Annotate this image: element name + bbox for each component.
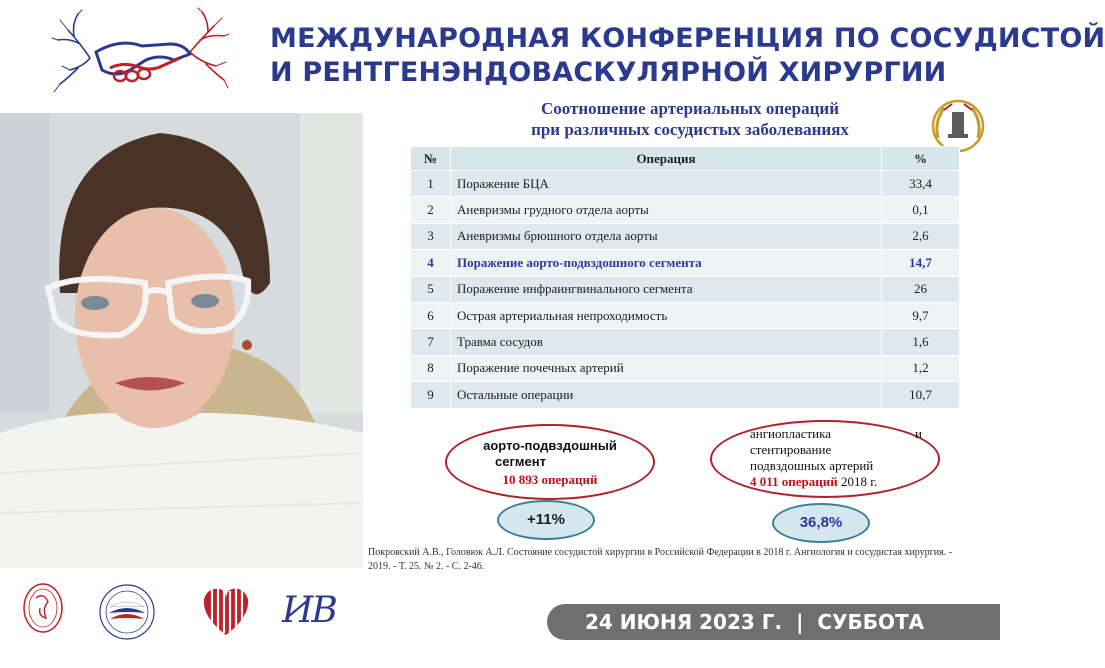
row-percent: 9,7 xyxy=(882,302,960,328)
callout-line1-word: ангиопластика xyxy=(750,426,832,441)
table-row xyxy=(411,197,960,223)
vascular-heart-logo xyxy=(198,583,254,639)
row-percent: 1,2 xyxy=(882,355,960,381)
conference-title xyxy=(270,22,1105,90)
table-row xyxy=(411,171,960,197)
header-percent: % xyxy=(882,147,960,171)
row-num: 5 xyxy=(411,276,451,302)
row-percent: 2,6 xyxy=(882,223,960,249)
society-seal-logo xyxy=(22,582,64,634)
row-num: 4 xyxy=(411,250,451,276)
callout-line1: аорто-подвздошный xyxy=(483,438,617,453)
date-separator: | xyxy=(796,610,804,634)
table-row xyxy=(411,302,960,328)
row-num: 1 xyxy=(411,171,451,197)
callout-line1 xyxy=(750,426,922,442)
speaker-video-feed xyxy=(0,113,363,568)
row-operation: Острая артериальная непроходимость xyxy=(451,302,882,328)
row-operation: Поражение БЦА xyxy=(451,171,882,197)
table-row xyxy=(411,355,960,381)
table-row-highlighted xyxy=(411,250,960,276)
growth-percent-badge: +11% xyxy=(497,500,595,540)
row-percent: 1,6 xyxy=(882,329,960,355)
row-operation: Аневризмы грудного отдела аорты xyxy=(451,197,882,223)
header-num: № xyxy=(411,147,451,171)
aorto-iliac-callout xyxy=(445,424,655,500)
row-percent: 26 xyxy=(882,276,960,302)
row-percent: 14,7 xyxy=(882,250,960,276)
row-num: 2 xyxy=(411,197,451,223)
callout-line2: сегмент xyxy=(495,454,546,469)
table-row xyxy=(411,329,960,355)
conference-title-line1: МЕЖДУНАРОДНАЯ КОНФЕРЕНЦИЯ ПО СОСУДИСТОЙ xyxy=(270,23,1105,54)
ivb-logo: ИВ xyxy=(282,590,336,631)
row-percent: 33,4 xyxy=(882,171,960,197)
row-num: 7 xyxy=(411,329,451,355)
callout-line1-conj: и xyxy=(915,426,922,441)
row-percent: 10,7 xyxy=(882,382,960,408)
row-operation: Поражение почечных артерий xyxy=(451,355,882,381)
row-num: 6 xyxy=(411,302,451,328)
event-date: 24 ИЮНЯ 2023 Г. xyxy=(585,610,783,634)
callout-line2: стентирование xyxy=(750,442,832,457)
date-banner xyxy=(547,604,1000,640)
row-operation: Остальные операции xyxy=(451,382,882,408)
row-operation: Аневризмы брюшного отдела аорты xyxy=(451,223,882,249)
callout-count: 10 893 операций xyxy=(502,472,598,487)
row-num: 3 xyxy=(411,223,451,249)
citation xyxy=(368,546,998,574)
slide-title-line2: при различных сосудистых заболеваниях xyxy=(531,120,849,139)
slide-title-line1: Соотношение артериальных операций xyxy=(540,99,840,118)
table-row xyxy=(411,223,960,249)
conference-title-line2: И РЕНТГЕНЭНДОВАСКУЛЯРНОЙ ХИРУРГИИ xyxy=(270,57,947,88)
angioplasty-callout xyxy=(710,420,940,498)
header-operation: Операция xyxy=(451,147,882,171)
row-operation: Поражение аорто-подвздошного сегмента xyxy=(451,250,882,276)
share-percent-badge: 36,8% xyxy=(772,503,870,543)
handshake-vessels-logo xyxy=(50,8,230,100)
slide-title xyxy=(410,98,970,140)
callout-year: 2018 г. xyxy=(837,474,878,489)
callout-line4 xyxy=(750,474,877,490)
operations-table xyxy=(410,146,960,409)
callout-line3: подвздошных артерий xyxy=(750,458,874,473)
table-row xyxy=(411,276,960,302)
row-num: 8 xyxy=(411,355,451,381)
row-num: 9 xyxy=(411,382,451,408)
citation-line1: Покровский А.В., Головюк А.Л. Состояние сосудистой хирургии в Российской Федерации в 2018 г. Ангиология и сосудистая хирургия. - xyxy=(368,547,953,558)
citation-line2: 2019. - Т. 25. № 2. - С. 2-46. xyxy=(368,561,485,572)
callout-count: 4 011 операций xyxy=(750,474,838,489)
russian-society-logo xyxy=(98,583,156,641)
table-header-row xyxy=(411,147,960,171)
event-weekday: СУББОТА xyxy=(817,610,925,634)
table-row xyxy=(411,382,960,408)
row-percent: 0,1 xyxy=(882,197,960,223)
row-operation: Поражение инфраингвинального сегмента xyxy=(451,276,882,302)
row-operation: Травма сосудов xyxy=(451,329,882,355)
